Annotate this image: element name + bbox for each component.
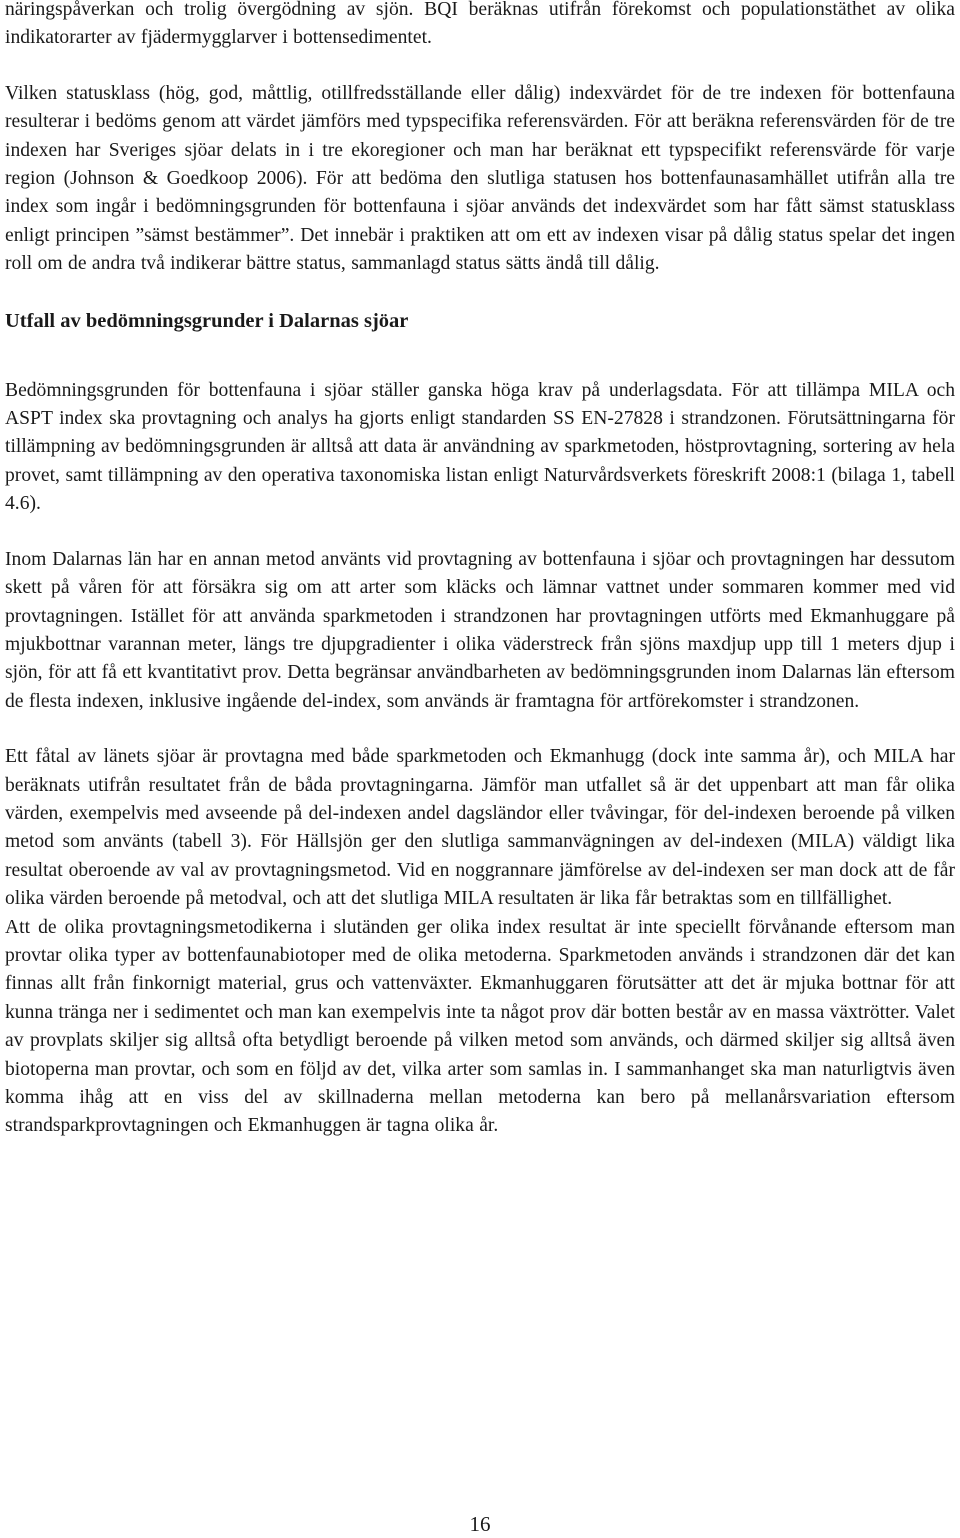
paragraph-status-classes: Vilken statusklass (hög, god, måttlig, otillfredsställande eller dålig) indexvärdet för de tre indexen för bottenfauna resulterar i bedöms genom att värdet jämförs med typspecifika referensvärden. För att beräkna referensvärden för de tre indexen har Sveriges sjöar delats in i tre ekoregioner och man har beräknat ett typspecifikt referensvärde för varje region (Johnson & Goedkoop 2006). För att bedöma den slutliga statusen hos bottenfaunasamhället utifrån alla tre index som ingår i bedömningsgrunden för bottenfauna i sjöar används det indexvärdet som har fått sämst statusklass enligt principen ”sämst bestämmer”. Det innebär i praktiken att om ett av indexen visar på dålig status spelar det ingen roll om de andra två indikerar bättre status, sammanlagd status sätts ändå till dålig. [5, 82, 955, 275]
page-number: 16 [469, 1512, 491, 1536]
paragraph-comparison: Ett fåtal av länets sjöar är provtagna med både sparkmetoden och Ekmanhugg (dock inte samma år), och MILA har beräknats utifrån resultatet från de båda provtagningarna. Jämför man utfallet så är det uppenbart att man får olika värden, exempelvis med avseende på del-indexen andel dagsländor eller tvåvingar, för del-indexen beroende på vilken metod som använts (tabell 3). För Hällsjön ger den slutliga sammanvägningen av del-indexen (MILA) väldigt lika resultat oberoende av val av provtagningsmetod. Vid en noggrannare jämförelse av del-indexen ser man dock att de får olika värden beroende på metodval, och att det slutliga MILA resultaten är lika får betraktas som en tillfällighet. [5, 746, 955, 910]
paragraph-continuation: näringspåverkan och trolig övergödning av sjön. BQI beräknas utifrån förekomst och populationstäthet av olika indikatorarter av fjädermygglarver i bottensedimentet. [5, 0, 955, 49]
section-heading: Utfall av bedömningsgrunder i Dalarnas sjöar [5, 309, 409, 332]
paragraph-data-requirements: Bedömningsgrunden för bottenfauna i sjöar ställer ganska höga krav på underlagsdata. För att tillämpa MILA och ASPT index ska provtagning och analys ha gjorts enligt standarden SS EN-27828 i strandzonen. Förutsättningarna för tillämpning av bedömningsgrunden är alltså att data är användning av sparkmetoden, höstprovtagning, sortering av hela provet, samt tillämpning av den operativa taxonomiska listan enligt Naturvårdsverkets föreskrift 2008:1 (bilaga 1, tabell 4.6). [5, 379, 955, 515]
paragraph-dalarnas-method: Inom Dalarnas län har en annan metod använts vid provtagning av bottenfauna i sjöar och provtagningen har dessutom skett på våren för att försäkra sig om att arter som kläcks och lämnar vattnet under sommaren kommer med vid provtagningen. Istället för att använda sparkmetoden i strandzonen har provtagningen utförts med Ekmanhuggare på mjukbottnar varannan meter, längs tre djupgradienter i olika väderstreck från sjöns maxdjup upp till 1 meters djup i sjön, för att få ett kvantitativt prov. Detta begränsar användbarheten av bedömningsgrunden inom Dalarnas län eftersom de flesta indexen, inklusive ingående del-index, som används är framtagna för artförekomster i strandzonen. [5, 548, 955, 712]
document-page [5, 0, 955, 1141]
paragraph-method-differences: Att de olika provtagningsmetodikerna i slutänden ger olika index resultat är inte speciellt förvånande eftersom man provtar olika typer av bottenfaunabiotoper med de olika metoderna. Sparkmetoden används i strandzonen där det kan finnas allt från finkornigt material, grus och vattenväxter. Ekmanhuggaren förutsätter att det är mjuka bottnar för att kunna tränga ner i sedimentet och man kan exempelvis inte ta något prov där botten består av en massa växtrötter. Valet av provplats skiljer sig alltså ofta betydligt beroende på vilken metod som används, och därmed skiljer sig alltså även biotoperna man provtar, och som en följd av det, vilka arter som samlas in. I sammanhanget ska man naturligtvis även komma ihåg att en viss del av skillnaderna mellan metoderna kan bero på mellanårsvariation eftersom strandsparkprovtagningen och Ekmanhuggen är tagna olika år. [5, 916, 955, 1137]
